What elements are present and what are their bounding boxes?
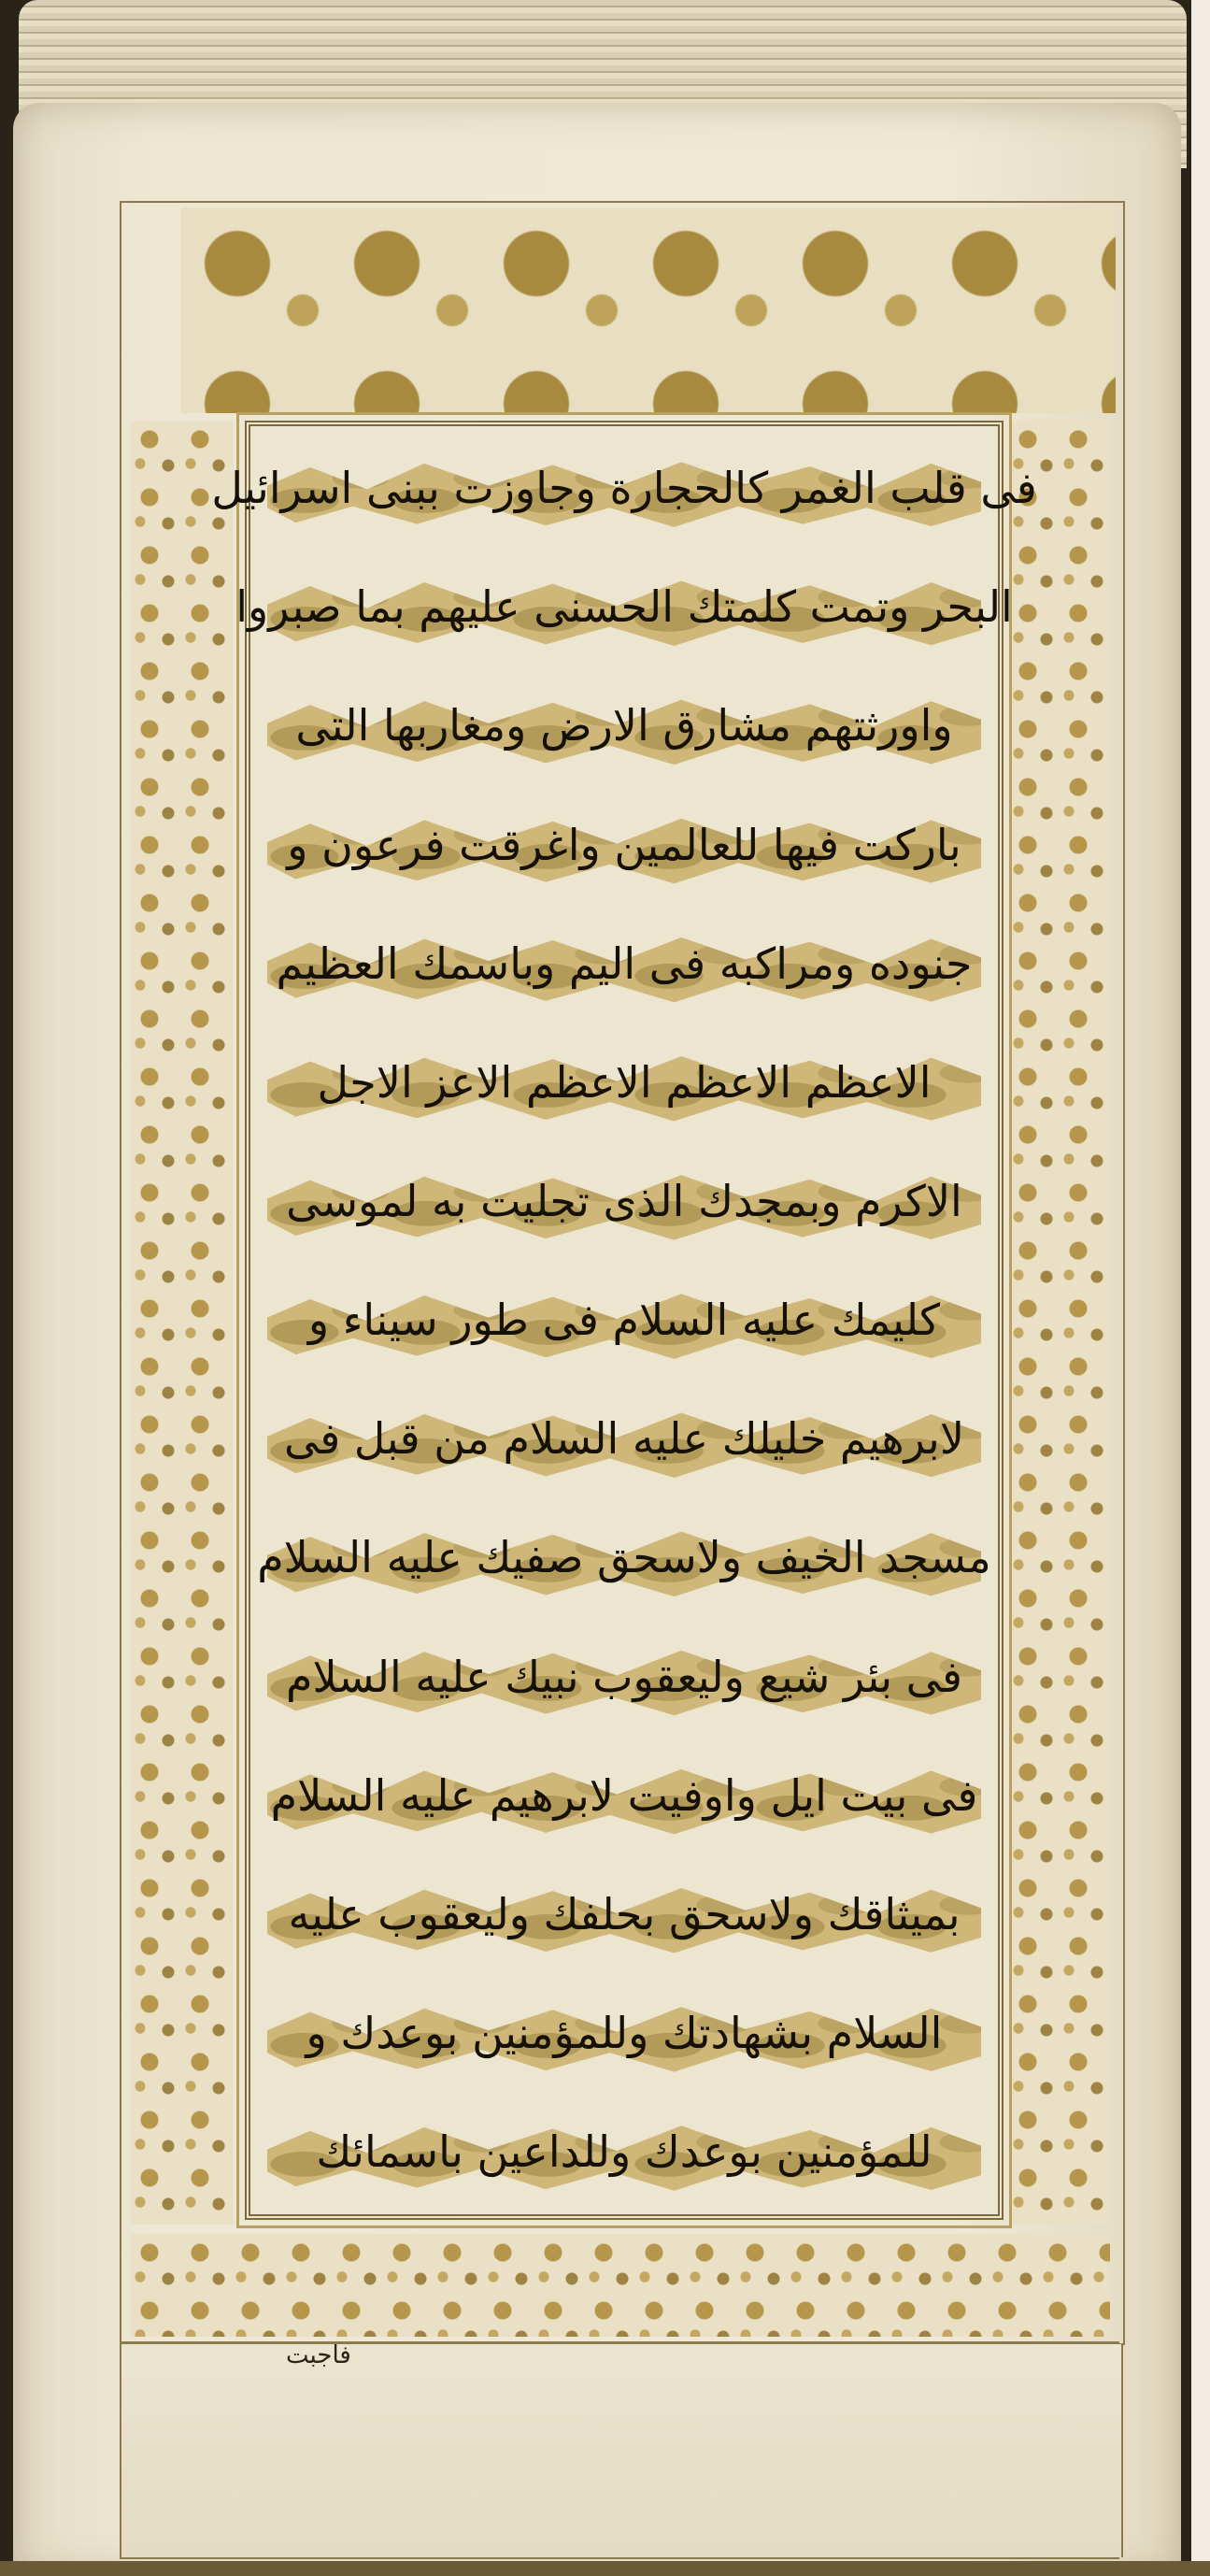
text-line [267,1984,981,2082]
line-text: جنوده ومراكبه فى اليم وباسمك العظيم [276,937,973,989]
text-line [235,558,1013,656]
text-line [267,2103,981,2201]
line-text: فى بئر شيع وليعقوب نبيك عليه السلام [286,1651,962,1702]
line-text: كليمك عليه السلام فى طور سيناء و [307,1295,941,1346]
line-text: البحر وتمت كلمتك الحسنى عليهم بما صبروا [235,581,1013,633]
line-text: بميثاقك ولاسحق بحلفك وليعقوب عليه [288,1888,961,1939]
bottom-edge [0,2561,1210,2576]
lower-blank-panel [120,2344,1123,2557]
line-text: الاعظم الاعظم الاعظم الاعز الاجل [317,1056,932,1108]
line-text: الاكرم وبمجدك الذى تجليت به لموسى [286,1176,962,1227]
line-text: مسجد الخيف ولاسحق صفيك عليه السلام [257,1532,991,1583]
ruling-line [120,2341,1119,2343]
text-line [267,1271,981,1369]
text-line [267,1152,981,1251]
illuminated-header-band [181,208,1116,413]
text-line [267,677,981,775]
text-line [267,1390,981,1488]
text-line [267,1866,981,1964]
text-line [267,795,981,894]
text-line [267,915,981,1013]
line-text: للمؤمنين بوعدك وللداعين باسمائك [316,2126,932,2178]
line-text: لابرهيم خليلك عليه السلام من قبل فى [283,1413,965,1465]
floral-border-right [1009,421,1110,2225]
background-strip [1191,0,1210,2576]
text-line [267,1034,981,1132]
ruling-line [120,2557,1119,2559]
text-panel [211,421,1037,2220]
floral-border-bottom [131,2234,1110,2337]
floral-border-left [131,421,234,2225]
line-text: واورثتهم مشارق الارض ومغاربها التى [295,700,953,751]
text-line [267,1747,981,1845]
line-text: السلام بشهادتك وللمؤمنين بوعدك و [306,2008,943,2059]
line-text: فى قلب الغمر كالحجارة وجاوزت ببنى اسرائيل [211,463,1037,514]
text-line [267,1627,981,1725]
text-line [257,1509,991,1607]
line-text: فى بيت ايل واوفيت لابرهيم عليه السلام [270,1769,978,1821]
catchword: فاجبت [286,2341,351,2369]
text-line [211,439,1037,537]
line-text: باركت فيها للعالمين واغرقت فرعون و [287,819,961,870]
